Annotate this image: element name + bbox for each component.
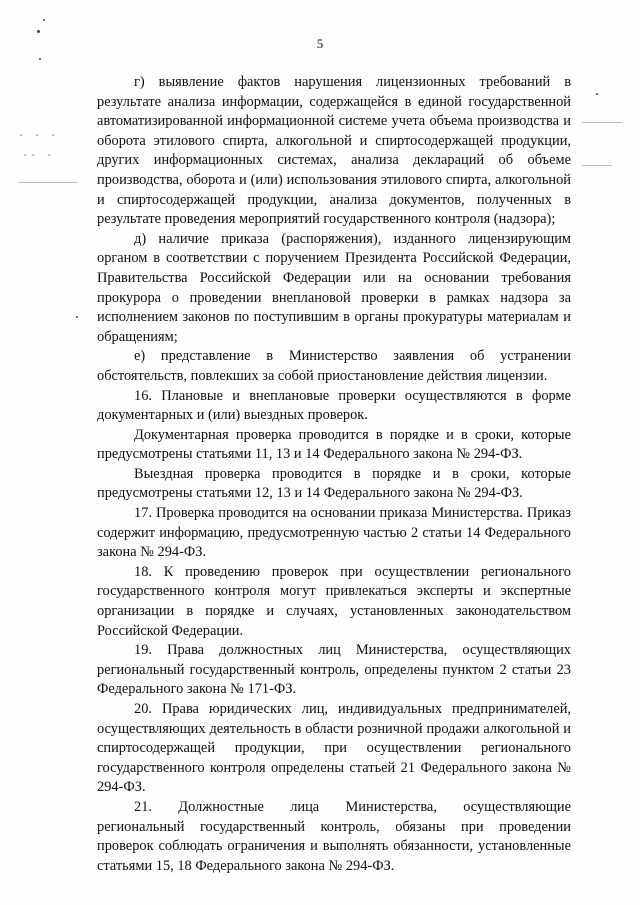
paragraph: Документарная проверка проводится в порядке и в сроки, которые предусмотрены статьями 11, 13 и 14 Федерального закона № 294-ФЗ. — [97, 426, 571, 463]
scan-speck — [39, 58, 41, 60]
paragraph: 20. Права юридических лиц, индивидуальных предпринимателей, осуществляющих деятельность в области розничной продажи алкогольной и спиртосодержащей продукции, при осуществлении регионального государственного контроля определены статьей 21 Федерального закона № 294-ФЗ. — [97, 701, 571, 796]
paragraph: 16. Плановые и внеплановые проверки осуществляются в форме документарных и (или) выездных проверок. — [97, 387, 571, 424]
paragraph: 21. Должностные лица Министерства, осуществляющие региональный государственный контроль, обязаны при проведении проверок соблюдать ограничения и выполнять обязанности, установленные статьями 15, 18 Федерального закона № 294-ФЗ. — [97, 798, 571, 874]
paragraph: Выездная проверка проводится в порядке и в сроки, которые предусмотрены статьями 12, 13 и 14 Федерального закона № 294-ФЗ. — [97, 465, 571, 502]
scan-line — [582, 122, 622, 123]
scan-speck — [43, 19, 45, 21]
scan-speck — [596, 93, 598, 95]
page-number: 5 — [316, 36, 324, 51]
scan-speck — [37, 30, 40, 33]
scan-mark: -- - — [22, 150, 55, 161]
body-text — [97, 73, 571, 876]
scan-line — [18, 182, 78, 183]
paragraph: г) выявление фактов нарушения лицензионных требований в результате анализа информации, содержащейся в единой государственной автоматизированной информационной системе учета объема производства и оборота этилового спирта, алкогольной и спиртосодержащей продукции, других информационных системах, анализа деклараций об объеме производства, оборота и (или) использования этилового спирта, алкогольной и спиртосодержащей продукции, анализа документов, полученных в результате проведения мероприятий государственного контроля (надзора); — [97, 74, 571, 228]
paragraph: 18. К проведению проверок при осуществлении регионального государственного контроля могут привлекаться эксперты и экспертные организации в порядке и случаях, установленных законодательством Российской Федерации. — [97, 563, 571, 639]
paragraph: 17. Проверка проводится на основании приказа Министерства. Приказ содержит информацию, предусмотренную частью 2 статьи 14 Федерального закона № 294-ФЗ. — [97, 505, 571, 561]
paragraph: 19. Права должностных лиц Министерства, осуществляющих региональный государственный контроль, определены пунктом 2 статьи 23 Федерального закона № 171-ФЗ. — [97, 642, 571, 698]
scan-speck — [76, 316, 78, 318]
scan-line — [582, 165, 612, 166]
paragraph: д) наличие приказа (распоряжения), изданного лицензирующим органом в соответствии с поручением Президента Российской Федерации, Правительства Российской Федерации или на основании требования прокурора о проведении внеплановой проверки в рамках надзора за исполнением законов по поступившим в органы прокуратуры материалам и обращениям; — [97, 230, 571, 345]
scan-mark: - - - — [18, 130, 59, 141]
paragraph: е) представление в Министерство заявления об устранении обстоятельств, повлекших за собой приостановление действия лицензии. — [97, 348, 571, 384]
